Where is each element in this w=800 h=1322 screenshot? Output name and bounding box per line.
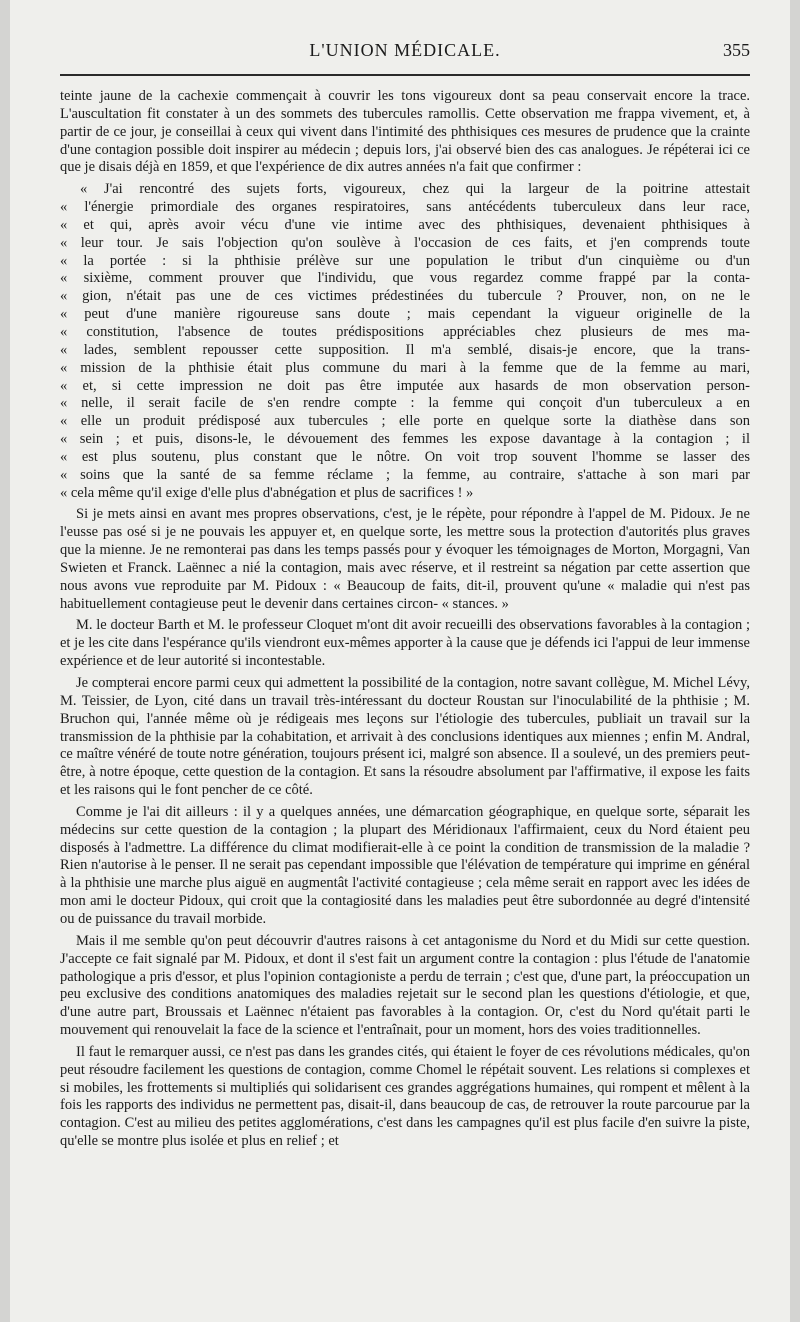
running-head <box>60 40 750 66</box>
quote-line: « l'énergie primordiale des organes respiratoires, sans antécédents tuberculeux dans leur race, <box>60 199 750 216</box>
page-number: 355 <box>723 40 750 60</box>
quote-line: « cela même qu'il exige d'elle plus d'abnégation et plus de sacrifices ! » <box>60 484 474 501</box>
quote-line: « nelle, il serait facile de s'en rendre compte : la femme qui conçoit d'un tuberculeux a en <box>60 395 750 412</box>
journal-title: L'UNION MÉDICALE. <box>309 40 501 60</box>
paragraph: teinte jaune de la cachexie commençait à couvrir les tons vigoureux dont sa peau conservait encore la trace. L'auscultation fit constater à un des sommets des tubercules ramollis. Cette observation me frappa vivement, et, à partir de ce jour, je conseillai à ceux qui vivent dans l'intimité des phthisiques ces mesures de prudence que la crainte d'une contagion possible doit inspirer au médecin ; depuis lors, j'ai observé bien des cas analogues. Je répéterai ici ce que je disais déjà en 1859, et que l'expérience de dix autres années n'a fait que confirmer : <box>60 88 750 176</box>
paragraph: Je compterai encore parmi ceux qui admettent la possibilité de la contagion, notre savant collègue, M. Michel Lévy, M. Teissier, de Lyon, cité dans un travail très-intéressant du docteur Roustan sur l'inoculabilité de la phthisie ; M. Bruchon qui, l'année même où je rédigeais mes leçons sur l'étiologie des tubercules, publiait un travail sur la transmission de la phthisie par la cohabitation, et arrivait à des conclusions identiques aux miennes ; enfin M. Andral, ce maître vénéré de toute notre génération, toujours présent ici, malgré son absence. Il a soulevé, un des premiers peut-être, à notre époque, cette question de la contagion. Et sans la résoudre absolument par l'affirmative, il expose les faits et les raisons qui le font pencher de ce côté. <box>60 675 750 799</box>
quote-line: « et, si cette impression ne doit pas être imputée aux hasards de mon observation person- <box>60 377 750 394</box>
paragraph: Mais il me semble qu'on peut découvrir d'autres raisons à cet antagonisme du Nord et du Midi sur cette question. J'accepte ce fait signalé par M. Pidoux, et dont il s'est fait un argument contre la contagion : plus l'étude de l'anatomie pathologique a pris d'essor, et plus l'opinion contagioniste a perdu de terrain ; c'est que, d'une part, la préoccupation un peu exclusive des conditions anatomiques des maladies rejetait sur le second plan les questions d'étiologie, et que, d'une autre part, Broussais et Laënnec n'étaient pas favorables à la contagion. Or, c'est du Nord qu'était parti le mouvement qui renouvelait la face de la science et l'entraînait, pour un moment, hors des voies traditionnelles. <box>60 932 750 1039</box>
quote-line: « sixième, comment prouver que l'individu, que vous regardez comme frappé par la conta- <box>60 270 750 287</box>
article-body <box>60 88 750 1155</box>
quote-line: « elle un produit prédisposé aux tubercules ; elle porte en quelque sorte la diathèse dans son <box>60 413 750 430</box>
paragraph: Il faut le remarquer aussi, ce n'est pas dans les grandes cités, qui étaient le foyer de ces révolutions médicales, qu'on peut résoudre facilement les questions de contagion, comme Chomel le répétait souvent. Les relations si complexes et si mobiles, les frottements si multipliés qui solidarisent ces grandes aggrégations humaines, qui rompent et mêlent à la fois les rapports des individus ne permettent pas, disait-il, dans beaucoup de cas, de retrouver la route parcourue par la contagion. C'est au milieu des petites agglomérations, c'est dans les campagnes qu'il est plus facile d'en suivre la piste, qu'elle se montre plus isolée et plus en relief ; et <box>60 1043 750 1150</box>
paragraph: Comme je l'ai dit ailleurs : il y a quelques années, une démarcation géographique, en quelque sorte, séparait les médecins sur cette question de la contagion ; la plupart des Méridionaux l'affirmaient, ceux du Nord étaient peu disposés à l'admettre. La différence du climat modifierait-elle à ce point la condition de transmission de la maladie ? Rien n'autorise à le penser. Il ne serait pas cependant impossible que l'élévation de température qui imprime en général à la phthisie une marche plus aiguë en augmentât l'activité contagieuse ; cela même serait en rapport avec les idées de mon ami le docteur Pidoux, qui croit que la contagiosité dans les maladies peut être subordonnée au degré d'intensité ou de puissance du travail morbide. <box>60 803 750 927</box>
scanned-page <box>10 0 790 1322</box>
block-quote <box>60 181 750 502</box>
quote-line: « soins que la santé de sa femme réclame ; la femme, au contraire, s'attache à son mari par <box>60 466 750 483</box>
quote-line: « peut d'une manière rigoureuse sans doute ; mais cependant la vigueur originelle de la <box>60 306 750 323</box>
quote-line: « leur tour. Je sais l'objection qu'on soulève à l'occasion de ces faits, et j'en comprends toute <box>60 234 750 251</box>
quote-line: « J'ai rencontré des sujets forts, vigoureux, chez qui la largeur de la poitrine attestait <box>80 181 750 198</box>
quote-line: « et qui, après avoir vécu d'une vie intime avec des phthisiques, devenaient phthisiques à <box>60 216 750 233</box>
header-rule <box>60 74 750 76</box>
quote-line: « mission de la phthisie était plus commune du mari à la femme que de la femme au mari, <box>60 359 750 376</box>
quote-line: « lades, semblent repousser cette supposition. Il m'a semblé, disais-je encore, que la trans- <box>60 341 750 358</box>
quote-line: « est plus soutenu, plus constant que le nôtre. On voit trop souvent l'homme se lasser des <box>60 448 750 465</box>
paragraph: M. le docteur Barth et M. le professeur Cloquet m'ont dit avoir recueilli des observations favorables à la contagion ; et je les cite dans l'espérance qu'ils viendront eux-mêmes apporter à la cause que je défends ici l'appui de leur immense expérience et de leur autorité si incontestable. <box>60 617 750 670</box>
paragraph: Si je mets ainsi en avant mes propres observations, c'est, je le répète, pour répondre à l'appel de M. Pidoux. Je ne l'eusse pas osé si je ne pouvais les appuyer et, en quelque sorte, les mettre sous la protection d'autorités plus graves que la mienne. Je ne remonterai pas dans les temps passés pour y évoquer les témoignages de Morton, Morgagni, Van Swieten et Franck. Laënnec a nié la contagion, mais avec réserve, et il restreint sa négation par cette assertion que nous avons vue reproduite par M. Pidoux : « Beaucoup de faits, dit-il, prouvent qu'une « maladie qui n'est pas habituellement contagieuse peut le devenir dans certaines circon- « stances. » <box>60 506 750 612</box>
quote-line: « gion, n'était pas une de ces victimes prédestinées du tubercule ? Prouver, non, on ne le <box>60 288 750 305</box>
quote-line: « la portée : si la phthisie prélève sur une population le tribut d'un cinquième ou d'un <box>60 252 750 269</box>
quote-line: « constitution, l'absence de toutes prédispositions appréciables chez plusieurs de mes ma- <box>60 323 750 340</box>
quote-line: « sein ; et puis, disons-le, le dévouement des femmes les expose davantage à la contagion ; il <box>60 431 750 448</box>
